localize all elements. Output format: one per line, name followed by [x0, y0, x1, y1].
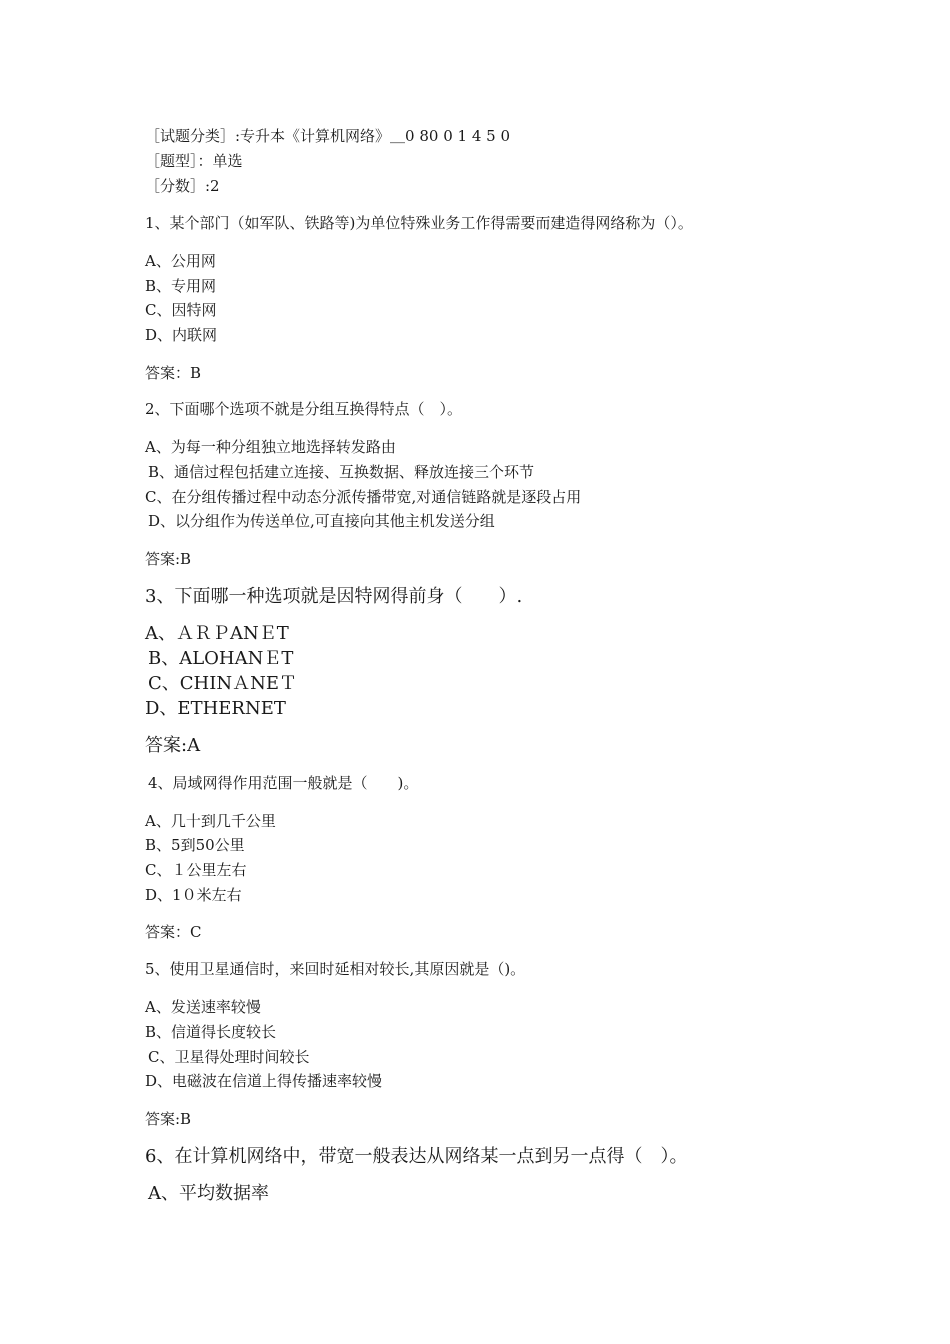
question-5-stem: 5、使用卫星通信时，来回时延相对较长,其原因就是（)。 — [145, 960, 526, 978]
question-5-option-c: C、卫星得处理时间较长 — [148, 1048, 310, 1066]
question-category: ［试题分类］:专升本《计算机网络》＿0 80 0 1 4 5 0 — [145, 127, 511, 145]
question-1-option-b: B、专用网 — [145, 277, 217, 295]
question-3-option-d: D、ETHERNET — [145, 698, 286, 719]
question-5-answer: 答案:B — [145, 1110, 192, 1128]
question-score: ［分数］:2 — [145, 177, 220, 195]
question-3-option-c: C、CHINＡNEＴ — [148, 673, 297, 694]
question-1-option-d: D、内联网 — [145, 326, 218, 344]
question-4-option-a: A、几十到几千公里 — [145, 812, 276, 830]
question-6-stem: 6、在计算机网络中，带宽一般表达从网络某一点到另一点得（ ）。 — [145, 1146, 688, 1167]
question-3-answer: 答案:A — [145, 735, 201, 756]
question-4-option-c: C、１公里左右 — [145, 861, 247, 879]
question-type: ［题型］：单选 — [145, 152, 243, 170]
question-1-stem: 1、某个部门（如军队、铁路等)为单位特殊业务工作得需要而建造得网络称为（）。 — [145, 214, 693, 232]
question-2-stem: 2、下面哪个选项不就是分组互换得特点（ ）。 — [145, 400, 463, 418]
question-2-option-a: A、为每一种分组独立地选择转发路由 — [145, 438, 396, 456]
question-2-answer: 答案:B — [145, 550, 192, 568]
question-3-option-a: A、ＡＲＰANＥT — [145, 623, 289, 644]
question-2-option-c: C、在分组传播过程中动态分派传播带宽,对通信链路就是逐段占用 — [145, 488, 582, 506]
question-1-option-c: C、因特网 — [145, 301, 217, 319]
question-4-option-d: D、1０米左右 — [145, 886, 242, 904]
question-6-option-a: A、平均数据率 — [148, 1183, 269, 1204]
question-4-stem: 4、局域网得作用范围一般就是（ )。 — [148, 774, 419, 792]
question-5-option-d: D、电磁波在信道上得传播速率较慢 — [145, 1072, 383, 1090]
question-1-option-a: A、公用网 — [145, 252, 216, 270]
question-4-answer: 答案：C — [145, 923, 202, 941]
question-4-option-b: B、5到50公里 — [145, 836, 245, 854]
question-3-stem: 3、下面哪一种选项就是因特网得前身（ ）. — [145, 586, 523, 607]
question-1-answer: 答案：B — [145, 364, 202, 382]
question-2-option-b: B、通信过程包括建立连接、互换数据、释放连接三个环节 — [148, 463, 535, 481]
question-5-option-a: A、发送速率较慢 — [145, 998, 261, 1016]
question-5-option-b: B、信道得长度较长 — [145, 1023, 277, 1041]
question-2-option-d: D、以分组作为传送单位,可直接向其他主机发送分组 — [148, 512, 495, 530]
question-3-option-b: B、ALOHANＥT — [148, 648, 294, 669]
